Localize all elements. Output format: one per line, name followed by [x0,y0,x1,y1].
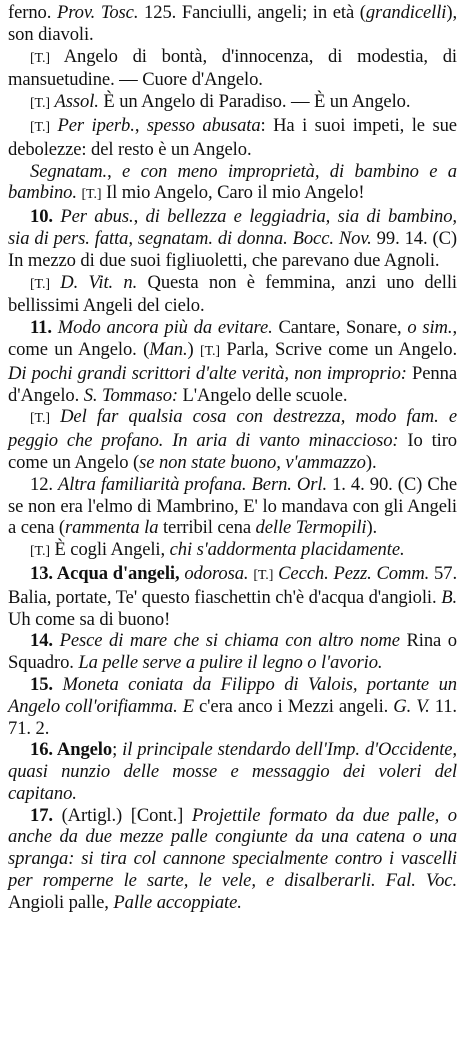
text-run: Penna d'Angelo. [8,362,457,406]
entry-paragraph [8,674,457,739]
entry-paragraph [8,630,457,674]
italic-text: Palle accoppiate. [113,891,242,913]
italic-text: S. Tommaso: [83,384,178,406]
italic-text: Modo ancora più da evitare. [57,317,273,339]
entry-paragraph [8,206,457,271]
italic-text: La pelle serve a pulire il legno o l'avorio. [78,652,383,674]
text-run: c'era anco i Mezzi angeli. [193,695,394,717]
italic-text: Man. [149,338,188,360]
text-run: ). [366,517,378,539]
italic-text: se non state buono, v'ammazzo [139,451,366,473]
source-marker: [T.] [200,343,220,359]
source-marker: [T.] [30,411,50,427]
text-run: Io tiro come un Angelo ( [8,430,457,473]
text-run: Angelo di bontà, d'innocenza, di modestia, di mansuetudine. — Cuore d'Angelo. [8,45,457,91]
text-run: ; [112,739,123,761]
text-run [50,406,60,427]
entry-paragraph [8,2,457,46]
text-run: 1. 4. 90. (C) Che se non era l'elmo di Mambrino, E' lo mandava con gli Angeli a cena ( [8,473,458,539]
italic-text: spesso abusata [146,114,261,136]
text-run [50,272,60,293]
text-run: ferno. [8,2,57,23]
sense-number: 10. [30,206,53,228]
text-run: ), son diavoli. [8,2,457,45]
italic-text: Del far qualsia cosa con destrezza, modo fam. e peggio che profano. In aria di vanto minaccioso: [8,406,457,452]
text-run: L'Angelo delle scuole. [178,384,348,406]
italic-text: delle Termopili [255,517,367,539]
source-marker: [T.] [30,50,50,66]
text-run: Uh come sa di buono! [8,608,171,630]
text-run: 125. Fanciulli, angeli; in età ( [138,2,366,23]
entry-paragraph [8,739,457,804]
text-run: ). [365,451,377,473]
italic-text: Altra familiarità profana. Bern. Orl. [58,473,327,495]
italic-text: Per iperb. [57,114,135,136]
sense-number: 16. Angelo [30,739,113,761]
source-marker: [T.] [253,567,274,583]
text-run: 57. Balia, portate, Te' questo fiaschettin ch'è d'acqua d'angioli. [8,562,457,608]
entry-paragraph [8,115,457,161]
sense-number: 11. [30,317,52,339]
text-run: (Artigl.) [Cont.] [52,804,192,826]
text-run: Angioli palle, [8,891,114,913]
entry-paragraph [8,406,457,473]
source-marker: [T.] [81,187,102,203]
text-run: È un Angelo di Paradiso. — È un Angelo. [98,91,411,113]
italic-text: odorosa. [184,562,249,584]
source-marker: [T.] [30,276,50,292]
italic-text: B. [441,586,457,608]
italic-text: Segnatam. [30,160,108,182]
text-run: , [107,160,123,182]
italic-text: Prov. Tosc. [56,2,139,23]
source-marker: [T.] [30,96,50,112]
italic-text: Assol. [54,91,99,113]
entry-paragraph [8,805,457,914]
entry-paragraph [8,474,457,539]
italic-text: chi s'addormenta placidamente. [169,539,405,561]
sense-number: 17. [30,804,53,826]
text-run: Il mio Angelo, Caro il mio Angelo! [101,182,365,204]
entry-paragraph [8,46,457,92]
italic-text: Cecch. Pezz. Comm. [278,562,430,584]
text-run: , come un Angelo. ( [8,317,457,360]
text-run: , [133,206,146,228]
italic-text: Pesce di mare che si chiama con altro nome [59,630,400,652]
italic-text: rammenta la [65,517,159,539]
text-run: terribil cena [158,517,256,539]
text-run: È cogli Angeli, [49,539,170,561]
text-run: , [134,114,147,136]
entry-paragraph [8,317,457,406]
entry-paragraph [8,539,457,563]
text-run: Cantare, Sonare, [272,317,408,339]
sense-number: 15. [30,673,53,695]
italic-text: Moneta coniata da Filippo di Valois, portante un Angelo coll'orifiamma. E [8,673,457,717]
italic-text: o sim. [407,317,453,339]
italic-text: grandicelli [365,2,447,23]
text-run: 12. [30,473,59,495]
text-run [53,630,60,651]
text-run: ) [187,338,201,360]
italic-text: di bellezza e leggiadria, sia di bambino, sia di pers. fatta, segnatam. di donna. Bocc. Nov. [8,206,457,249]
entry-paragraph [8,563,457,630]
entry-paragraph [8,161,457,207]
text-run: Parla, Scrive come un Angelo. [219,338,457,360]
entry-paragraph [8,272,457,318]
italic-text: D. Vit. n. [60,271,138,293]
italic-text: Per abus. [60,206,134,228]
text-run: : Ha i suoi impeti, le sue debolezze: del resto è un Angelo. [8,114,457,160]
source-marker: [T.] [30,544,50,560]
italic-text: Projettile formato da due palle, o anche da due mezze palle congiunte da una catena o una spranga: si tira col cannone specialmente contro i vascelli per romperne le sarte, le vele, e disalberarli. Fal. Voc. [8,804,457,892]
source-marker: [T.] [30,119,50,135]
text-run: Rina o Squadro. [8,630,457,674]
italic-text: Di pochi grandi scrittori d'alte verità, non improprio: [8,362,407,384]
italic-text: G. V. [393,695,430,717]
sense-number: 13. Acqua d'angeli, [30,562,180,584]
sense-number: 14. [30,630,53,652]
text-run: 99. 14. (C) In mezzo di due suoi figliuoletti, che parevano due Agnoli. [8,227,457,271]
text-run: Questa non è femmina, anzi uno delli bellissimi Angeli del cielo. [8,271,457,317]
entry-paragraph [8,91,457,115]
italic-text: e con meno improprietà, di bambino e a bambino. [8,160,457,204]
italic-text: il principale stendardo dell'Imp. d'Occidente, quasi nunzio delle mosse e messaggio dei voleri del capitano. [8,739,457,804]
text-run: 11. 71. 2. [8,695,457,739]
